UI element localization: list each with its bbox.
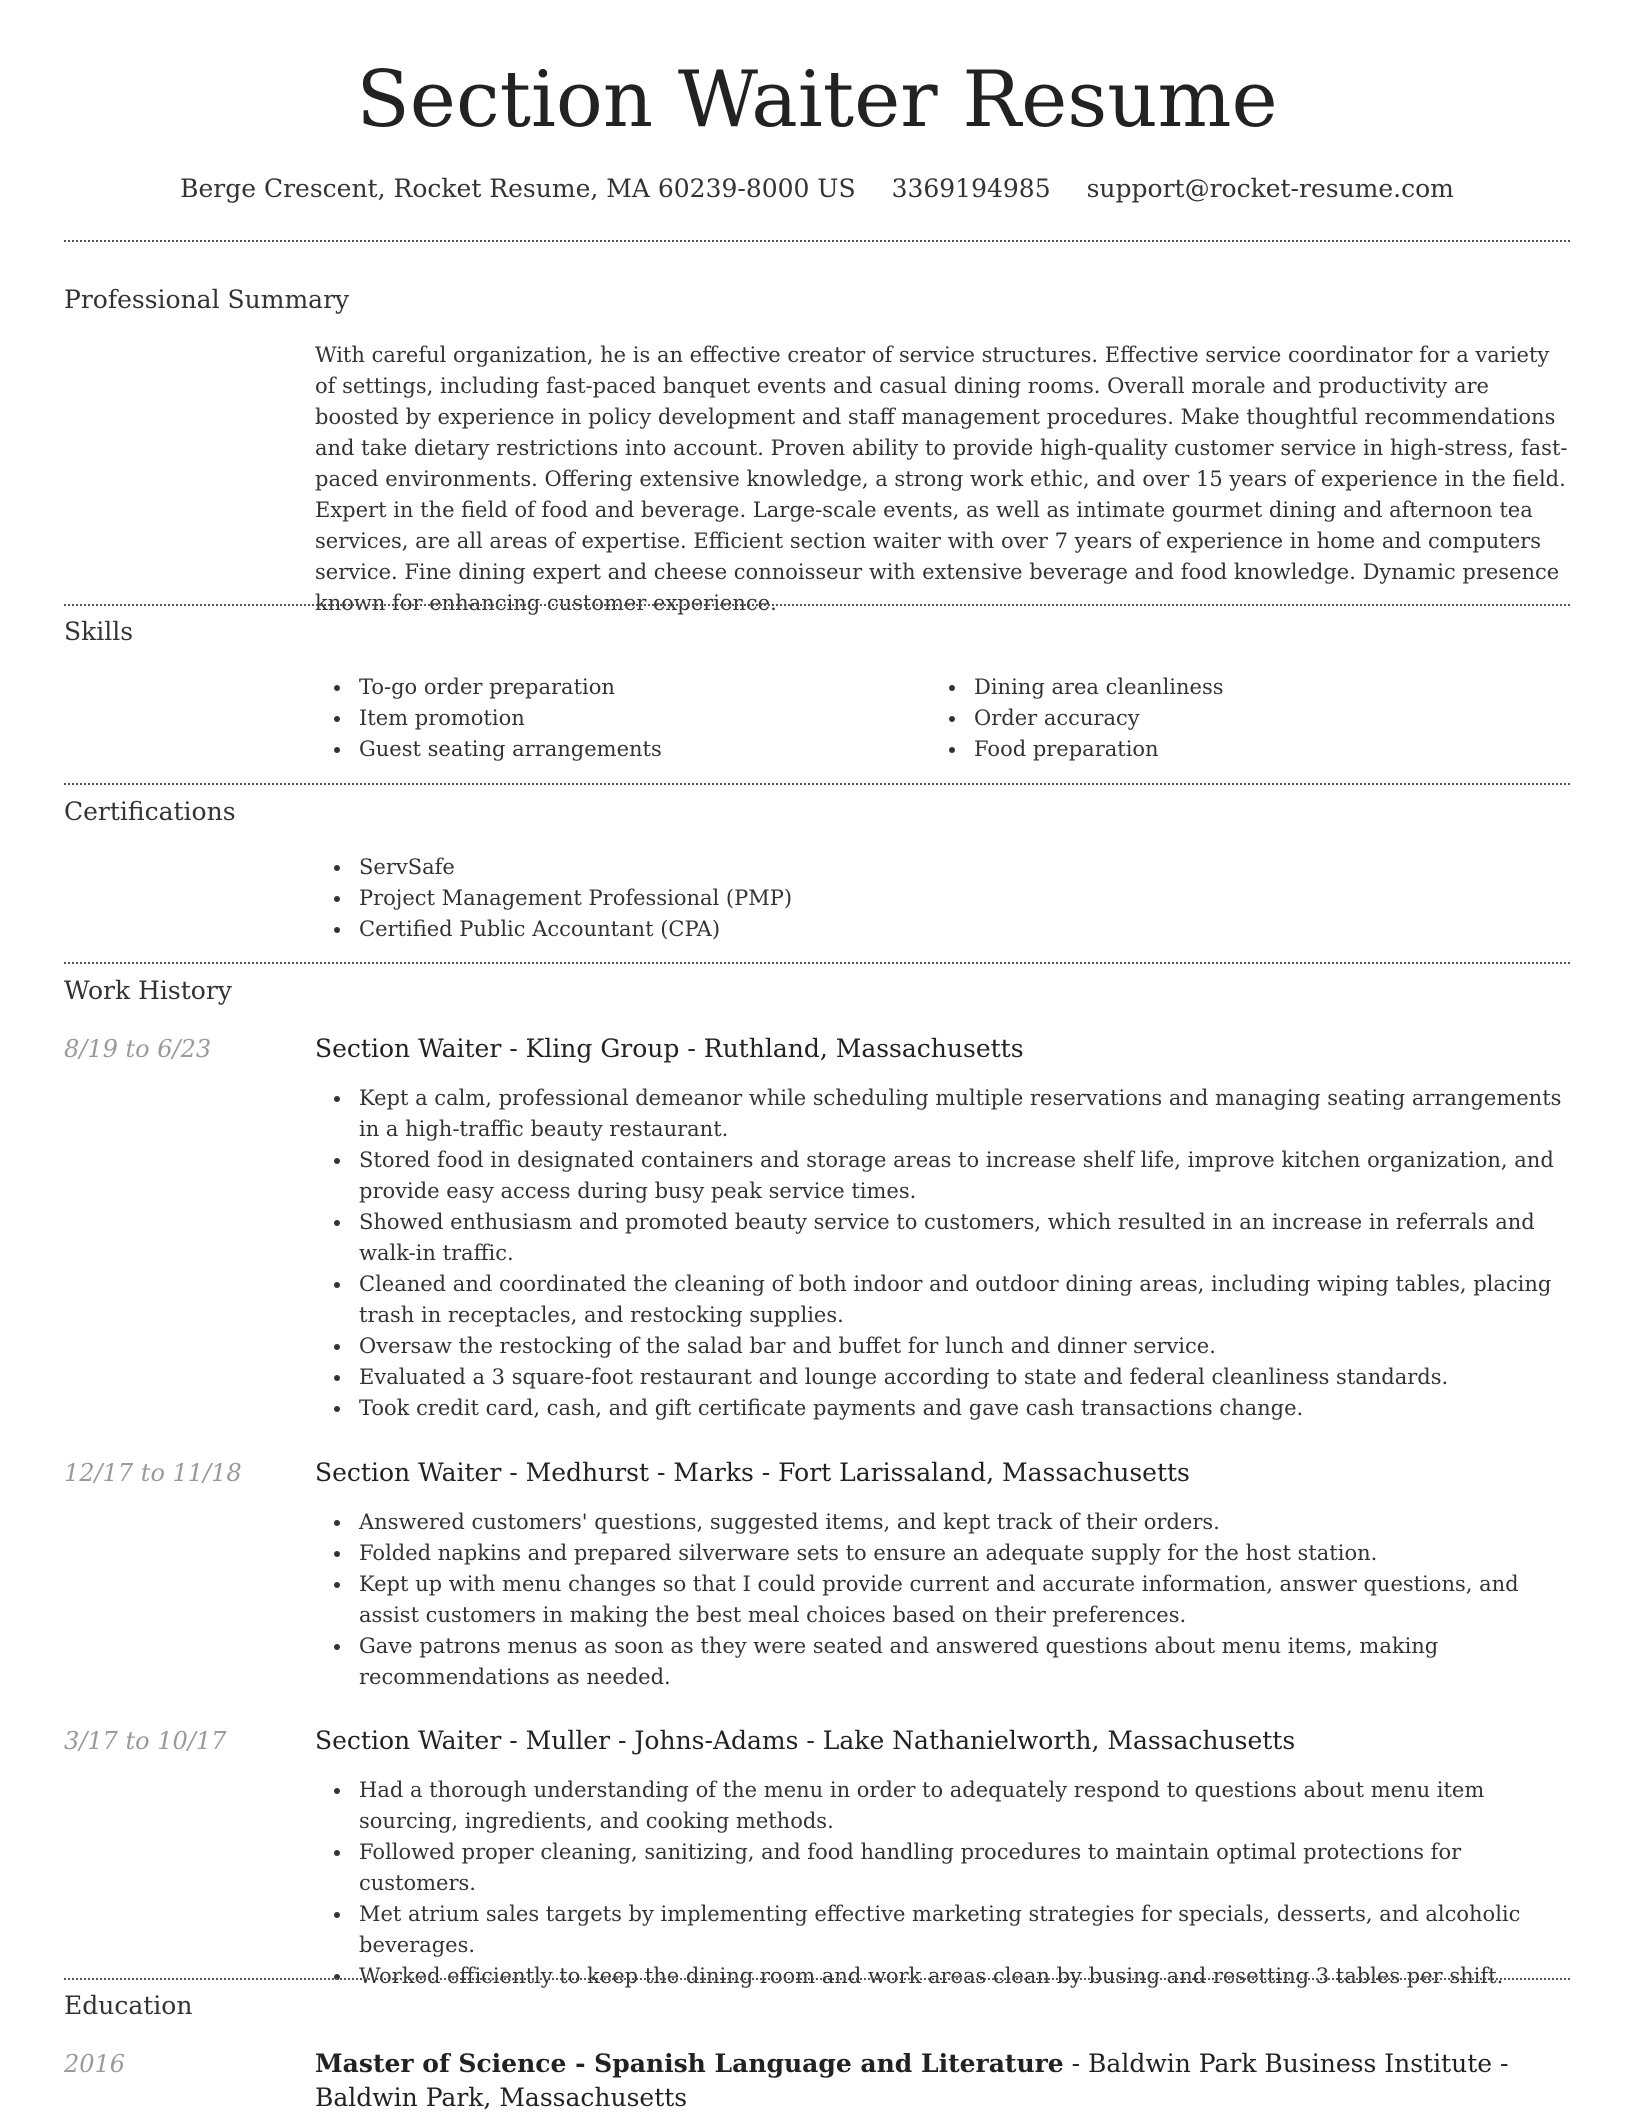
contact-address: Berge Crescent, Rocket Resume, MA 60239-8000 US [180, 174, 856, 203]
skills-list-left [315, 672, 919, 765]
skill-item: Order accuracy [974, 703, 1574, 734]
contact-line [64, 171, 1570, 207]
job-bullet: Answered customers' questions, suggested items, and kept track of their orders. [359, 1507, 1570, 1538]
education-entry: Master of Science - Spanish Language and Literature - Baldwin Park Business Institute - Baldwin Park, Massachusetts [315, 2049, 1509, 2112]
summary-heading: Professional Summary [64, 285, 350, 314]
skill-item: Guest seating arrangements [359, 734, 919, 765]
work-history-heading: Work History [64, 976, 232, 1005]
divider [64, 783, 1570, 785]
job-dates: 8/19 to 6/23 [64, 1035, 212, 1063]
job-bullets [315, 1775, 1570, 1992]
certification-item: Certified Public Accountant (CPA) [359, 914, 1559, 945]
job-title: Section Waiter - Muller - Johns-Adams - Lake Nathanielworth, Massachusetts [315, 1726, 1296, 1755]
job-bullet: Kept up with menu changes so that I could provide current and accurate information, answer questions, and assist customers in making the best meal choices based on their preferences. [359, 1569, 1570, 1631]
divider [64, 240, 1570, 242]
job-bullet: Had a thorough understanding of the menu in order to adequately respond to questions about menu item sourcing, ingredients, and cooking methods. [359, 1775, 1570, 1837]
certification-item: ServSafe [359, 852, 1559, 883]
certification-item: Project Management Professional (PMP) [359, 883, 1559, 914]
job-bullet: Oversaw the restocking of the salad bar and buffet for lunch and dinner service. [359, 1331, 1570, 1362]
education-year: 2016 [64, 2050, 126, 2078]
job-bullets [315, 1507, 1570, 1693]
skill-item: Item promotion [359, 703, 919, 734]
job-bullet: Showed enthusiasm and promoted beauty service to customers, which resulted in an increase in referrals and walk-in traffic. [359, 1207, 1570, 1269]
education-heading: Education [64, 1991, 193, 2020]
job-bullet: Met atrium sales targets by implementing effective marketing strategies for specials, desserts, and alcoholic beverages. [359, 1899, 1570, 1961]
job-bullet: Took credit card, cash, and gift certificate payments and gave cash transactions change. [359, 1393, 1570, 1424]
job-dates: 3/17 to 10/17 [64, 1727, 227, 1755]
education-school: Baldwin Park Business Institute - Baldwin Park, Massachusetts [315, 2049, 1509, 2112]
contact-email[interactable]: support@rocket-resume.com [1086, 174, 1454, 203]
resume-title: Section Waiter Resume [356, 55, 1278, 145]
job-bullet: Folded napkins and prepared silverware sets to ensure an adequate supply for the host station. [359, 1538, 1570, 1569]
skill-item: Food preparation [974, 734, 1574, 765]
divider [64, 962, 1570, 964]
job-bullet: Evaluated a 3 square-foot restaurant and lounge according to state and federal cleanliness standards. [359, 1362, 1570, 1393]
skill-item: To-go order preparation [359, 672, 919, 703]
job-bullets [315, 1083, 1570, 1424]
certifications-heading: Certifications [64, 797, 236, 826]
job-bullet: Gave patrons menus as soon as they were seated and answered questions about menu items, making recommendations as needed. [359, 1631, 1570, 1693]
certifications-list [315, 852, 1559, 945]
skills-list-right [930, 672, 1574, 765]
job-title: Section Waiter - Kling Group - Ruthland, Massachusetts [315, 1034, 1024, 1063]
summary-text: With careful organization, he is an effective creator of service structures. Effective service coordinator for a variety of settings, including fast-paced banquet events and casual dining rooms. Overall morale and productivity are boosted by experience in policy development and staff management procedures. Make thoughtful recommendations and take dietary restrictions into account. Proven ability to provide high-quality customer service in high-stress, fast-paced environments. Offering extensive knowledge, a strong work ethic, and over 15 years of experience in the field. Expert in the field of food and beverage. Large-scale events, as well as intimate gourmet dining and afternoon tea services, are all areas of expertise. Efficient section waiter with over 7 years of experience in home and computers service. Fine dining expert and cheese connoisseur with extensive beverage and food knowledge. Dynamic presence known for enhancing customer experience. [315, 343, 1568, 615]
education-degree: Master of Science - Spanish Language and Literature [315, 2049, 1064, 2078]
skills-heading: Skills [64, 617, 134, 646]
job-dates: 12/17 to 11/18 [64, 1459, 242, 1487]
job-bullet: Cleaned and coordinated the cleaning of both indoor and outdoor dining areas, including wiping tables, placing trash in receptacles, and restocking supplies. [359, 1269, 1570, 1331]
contact-phone: 3369194985 [891, 174, 1051, 203]
skill-item: Dining area cleanliness [974, 672, 1574, 703]
job-title: Section Waiter - Medhurst - Marks - Fort Larissaland, Massachusetts [315, 1458, 1190, 1487]
divider [64, 604, 1570, 606]
job-bullet: Kept a calm, professional demeanor while scheduling multiple reservations and managing seating arrangements in a high-traffic beauty restaurant. [359, 1083, 1570, 1145]
divider [64, 1978, 1570, 1980]
job-bullet: Worked efficiently to keep the dining room and work areas clean by busing and resetting 3 tables per shift. [359, 1961, 1570, 1992]
job-bullet: Stored food in designated containers and storage areas to increase shelf life, improve kitchen organization, and provide easy access during busy peak service times. [359, 1145, 1570, 1207]
job-bullet: Followed proper cleaning, sanitizing, and food handling procedures to maintain optimal protections for customers. [359, 1837, 1570, 1899]
